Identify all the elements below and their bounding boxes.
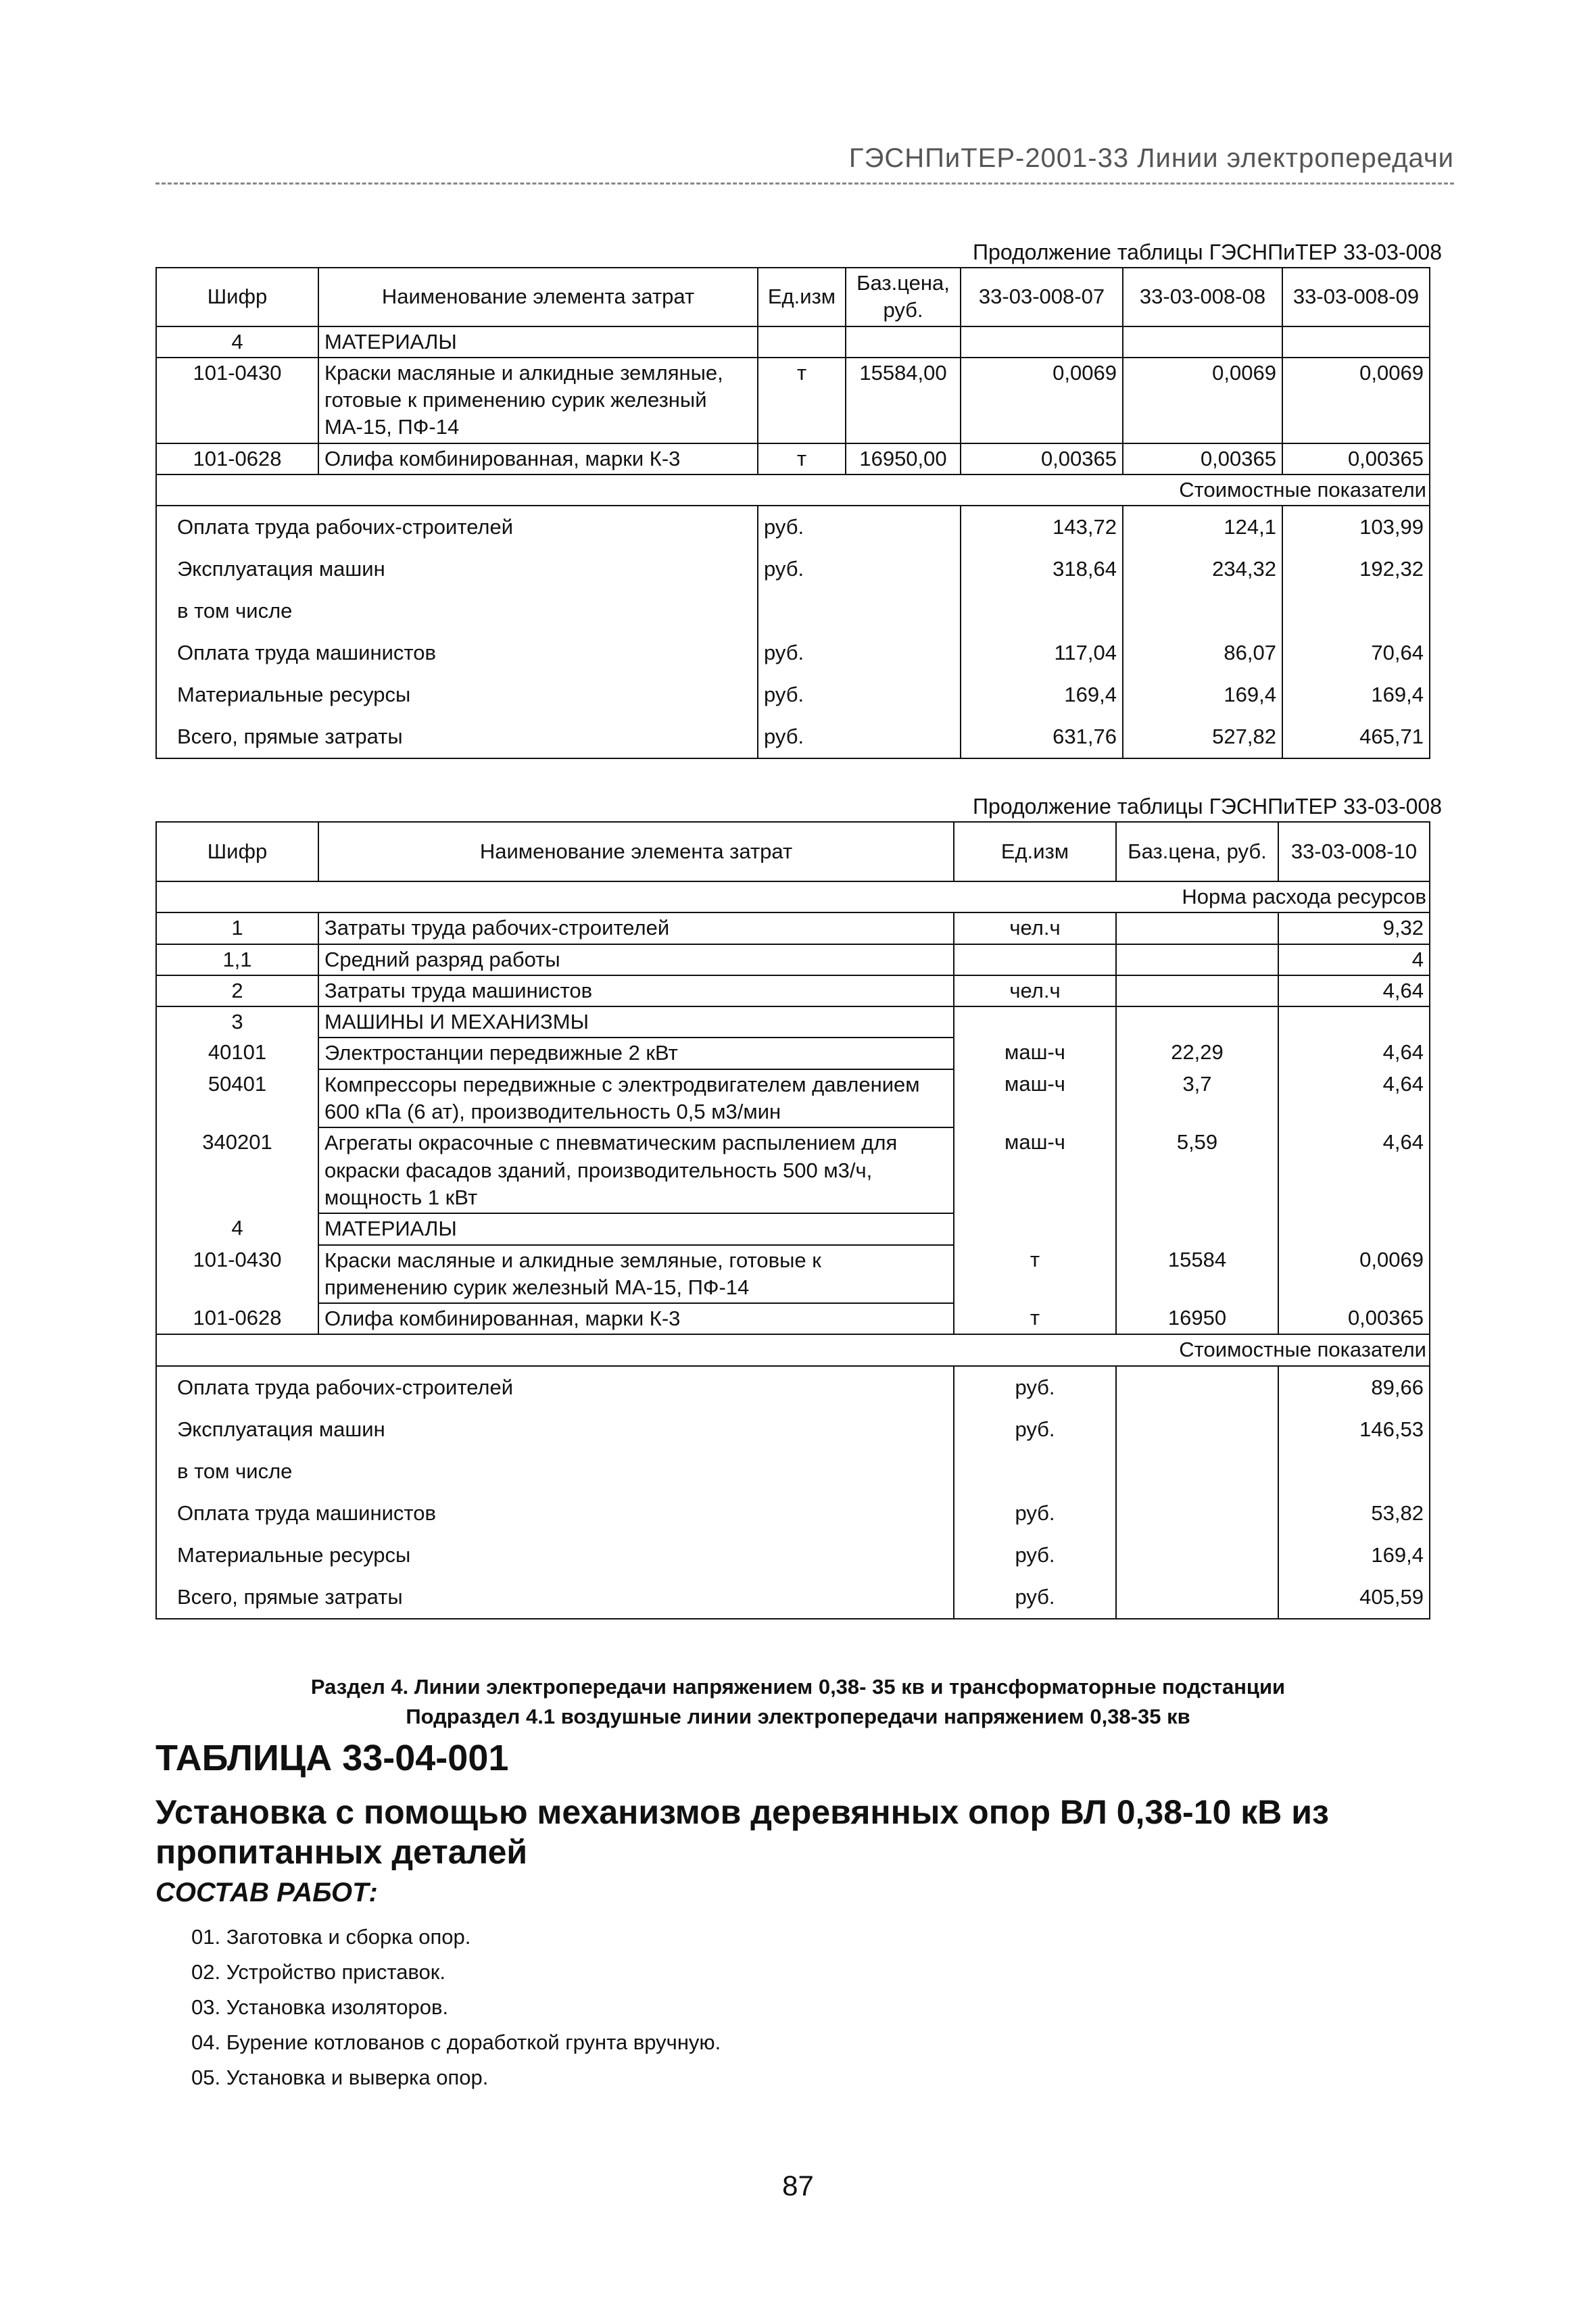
row-code: 40101 — [156, 1038, 318, 1069]
summary-row — [156, 1451, 1430, 1492]
row-value: 4 — [1278, 944, 1430, 975]
summary-unit: руб. — [954, 1576, 1116, 1619]
table1-group-row — [156, 474, 1430, 506]
norm-label: Норма расхода ресурсов — [156, 881, 1430, 912]
summary-row — [156, 506, 1430, 548]
table-row — [156, 358, 1430, 443]
row-value: 4,64 — [1278, 975, 1430, 1006]
empty-cell — [961, 326, 1123, 358]
row-name: Олифа комбинированная, марки К-3 — [318, 443, 758, 474]
row-name: Затраты труда машинистов — [318, 975, 954, 1006]
table-row — [156, 1245, 1430, 1304]
empty-cell — [1123, 326, 1282, 358]
row-price: 16950,00 — [846, 443, 961, 474]
table1-summary — [155, 505, 1430, 759]
composition-title: СОСТАВ РАБОТ: — [155, 1878, 378, 1907]
summary-label: Материальные ресурсы — [156, 1534, 954, 1576]
table2-norm-row — [156, 881, 1430, 912]
empty-cell — [758, 326, 846, 358]
summary-row — [156, 1492, 1430, 1534]
empty-cell — [846, 326, 961, 358]
row-name: Краски масляные и алкидные земляные, готовые к применению сурик железный МА-15, ПФ-14 — [318, 358, 758, 443]
summary-value: 169,4 — [1282, 674, 1430, 716]
row-value: 0,0069 — [1282, 358, 1430, 443]
summary-value: 192,32 — [1282, 548, 1430, 590]
row-code: 340201 — [156, 1127, 318, 1213]
summary-value: 124,1 — [1123, 506, 1282, 548]
row-unit — [954, 944, 1116, 975]
group-label: Стоимостные показатели — [156, 474, 1430, 506]
row-price — [1116, 912, 1278, 944]
summary-row — [156, 1534, 1430, 1576]
table-row — [156, 1213, 1430, 1244]
row-value — [1278, 1213, 1430, 1244]
row-value: 4,64 — [1278, 1069, 1430, 1128]
section-heading: Раздел 4. Линии электропередачи напряжением 0,38- 35 кв и трансформаторные подстанции — [310, 1675, 1286, 1699]
row-unit: маш-ч — [954, 1069, 1116, 1128]
row-value: 0,00365 — [961, 443, 1123, 474]
row-unit: маш-ч — [954, 1038, 1116, 1069]
row-code: 1 — [156, 912, 318, 944]
header-col-08: 33-03-008-08 — [1123, 268, 1282, 326]
summary-label: Оплата труда машинистов — [156, 1492, 954, 1534]
table-row — [156, 1069, 1430, 1128]
summary-value: 89,66 — [1278, 1366, 1430, 1409]
row-price: 16950 — [1116, 1303, 1278, 1334]
row-unit: т — [758, 443, 846, 474]
row-value — [1278, 1006, 1430, 1038]
header-rule — [155, 182, 1454, 185]
list-item: 05. Установка и выверка опор. — [191, 2066, 489, 2089]
row-name: Электростанции передвижные 2 кВт — [318, 1038, 954, 1069]
summary-value: 70,64 — [1282, 632, 1430, 674]
header-price: Баз.цена, руб. — [846, 268, 961, 326]
summary-value: 117,04 — [961, 632, 1123, 674]
summary-value: 146,53 — [1278, 1409, 1430, 1451]
summary-value: 318,64 — [961, 548, 1123, 590]
section-code: 4 — [156, 326, 318, 358]
row-unit: маш-ч — [954, 1127, 1116, 1213]
empty-cell — [1116, 1451, 1278, 1492]
summary-label: Оплата труда машинистов — [156, 632, 758, 674]
summary-value: 527,82 — [1123, 716, 1282, 758]
summary-label: в том числе — [156, 590, 758, 632]
summary-unit: руб. — [954, 1534, 1116, 1576]
summary-label: Эксплуатация машин — [156, 548, 758, 590]
row-name: Агрегаты окрасочные с пневматическим распылением для окраски фасадов зданий, производительность 500 м3/ч, мощность 1 кВт — [318, 1127, 954, 1213]
row-name: Компрессоры передвижные с электродвигателем давлением 600 кПа (6 ат), производительность 0,5 м3/мин — [318, 1069, 954, 1128]
row-price: 15584 — [1116, 1245, 1278, 1304]
summary-value: 631,76 — [961, 716, 1123, 758]
row-code: 1,1 — [156, 944, 318, 975]
row-unit: т — [954, 1303, 1116, 1334]
row-price — [1116, 975, 1278, 1006]
row-code: 101-0430 — [156, 1245, 318, 1304]
summary-unit — [758, 590, 961, 632]
summary-row — [156, 632, 1430, 674]
summary-unit: руб. — [758, 632, 961, 674]
header-code: Шифр — [156, 268, 318, 326]
summary-label: Оплата труда рабочих-строителей — [156, 506, 758, 548]
summary-row — [156, 1366, 1430, 1409]
row-name: Краски масляные и алкидные земляные, готовые к применению сурик железный МА-15, ПФ-14 — [318, 1245, 954, 1304]
summary-value — [961, 590, 1123, 632]
summary-row — [156, 1576, 1430, 1619]
list-item: 01. Заготовка и сборка опор. — [191, 1925, 471, 1949]
header-col-07: 33-03-008-07 — [961, 268, 1123, 326]
header-name: Наименование элемента затрат — [318, 268, 758, 326]
summary-unit: руб. — [758, 674, 961, 716]
row-value: 0,0069 — [961, 358, 1123, 443]
list-item: 03. Установка изоляторов. — [191, 1995, 449, 2019]
header-unit: Ед.изм — [954, 822, 1116, 881]
table2-group-row — [156, 1334, 1430, 1365]
table-row — [156, 443, 1430, 474]
row-code: 50401 — [156, 1069, 318, 1128]
row-price — [1116, 1213, 1278, 1244]
empty-cell — [1116, 1576, 1278, 1619]
summary-label: Всего, прямые затраты — [156, 716, 758, 758]
summary-value — [1282, 590, 1430, 632]
summary-value: 143,72 — [961, 506, 1123, 548]
table-row — [156, 1127, 1430, 1213]
summary-value: 465,71 — [1282, 716, 1430, 758]
summary-value: 234,32 — [1123, 548, 1282, 590]
summary-label: Всего, прямые затраты — [156, 1576, 954, 1619]
page-number: 87 — [782, 2170, 814, 2201]
row-price: 15584,00 — [846, 358, 961, 443]
table-row — [156, 912, 1430, 944]
running-header: ГЭСНПиТЕР-2001-33 Линии электропередачи — [848, 143, 1454, 173]
summary-unit: руб. — [954, 1366, 1116, 1409]
table1-header-row — [156, 268, 1430, 326]
summary-value: 169,4 — [1278, 1534, 1430, 1576]
row-value: 0,00365 — [1282, 443, 1430, 474]
row-value: 0,00365 — [1123, 443, 1282, 474]
row-unit: чел.ч — [954, 975, 1116, 1006]
summary-label: в том числе — [156, 1451, 954, 1492]
summary-unit: руб. — [758, 548, 961, 590]
table-row — [156, 944, 1430, 975]
row-unit — [954, 1213, 1116, 1244]
subsection-heading: Подраздел 4.1 воздушные линии электропередачи напряжением 0,38-35 кв — [406, 1705, 1190, 1728]
summary-value — [1278, 1451, 1430, 1492]
list-item: 02. Устройство приставок. — [191, 1960, 445, 1984]
summary-row — [156, 716, 1430, 758]
table2 — [155, 821, 1430, 1619]
summary-value: 86,07 — [1123, 632, 1282, 674]
empty-cell — [1116, 1366, 1278, 1409]
summary-unit: руб. — [758, 506, 961, 548]
row-code: 101-0628 — [156, 1303, 318, 1334]
header-name: Наименование элемента затрат — [318, 822, 954, 881]
row-name: Олифа комбинированная, марки К-3 — [318, 1303, 954, 1334]
row-code: 101-0628 — [156, 443, 318, 474]
row-price — [1116, 944, 1278, 975]
summary-value: 169,4 — [1123, 674, 1282, 716]
summary-row — [156, 548, 1430, 590]
summary-label: Материальные ресурсы — [156, 674, 758, 716]
summary-unit — [954, 1451, 1116, 1492]
empty-cell — [1116, 1409, 1278, 1451]
summary-value — [1123, 590, 1282, 632]
row-unit: чел.ч — [954, 912, 1116, 944]
row-name: МАТЕРИАЛЫ — [318, 1213, 954, 1244]
summary-value: 405,59 — [1278, 1576, 1430, 1619]
row-value: 9,32 — [1278, 912, 1430, 944]
table1-caption: Продолжение таблицы ГЭСНПиТЕР 33-03-008 — [973, 240, 1442, 264]
list-item: 04. Бурение котлованов с доработкой грунта вручную. — [191, 2030, 721, 2054]
summary-row — [156, 1409, 1430, 1451]
empty-cell — [1282, 326, 1430, 358]
summary-value: 53,82 — [1278, 1492, 1430, 1534]
summary-unit: руб. — [954, 1409, 1116, 1451]
table-row — [156, 1038, 1430, 1069]
table2-caption: Продолжение таблицы ГЭСНПиТЕР 33-03-008 — [973, 794, 1442, 819]
row-code: 4 — [156, 1213, 318, 1244]
table-title: ТАБЛИЦА 33-04-001 — [155, 1738, 509, 1778]
empty-cell — [1116, 1492, 1278, 1534]
row-value: 4,64 — [1278, 1038, 1430, 1069]
header-col-10: 33-03-008-10 — [1278, 822, 1430, 881]
summary-label: Оплата труда рабочих-строителей — [156, 1366, 954, 1409]
table-row — [156, 1006, 1430, 1038]
summary-unit: руб. — [758, 716, 961, 758]
row-price: 5,59 — [1116, 1127, 1278, 1213]
header-unit: Ед.изм — [758, 268, 846, 326]
header-price: Баз.цена, руб. — [1116, 822, 1278, 881]
row-value: 0,0069 — [1123, 358, 1282, 443]
work-list — [191, 1920, 721, 2095]
summary-unit: руб. — [954, 1492, 1116, 1534]
section-name: МАТЕРИАЛЫ — [318, 326, 758, 358]
row-price: 3,7 — [1116, 1069, 1278, 1128]
work-title: Установка с помощью механизмов деревянных опор ВЛ 0,38-10 кВ из пропитанных деталей — [155, 1793, 1329, 1871]
table-row — [156, 1303, 1430, 1334]
summary-value: 169,4 — [961, 674, 1123, 716]
group-label: Стоимостные показатели — [156, 1334, 1430, 1365]
row-value: 0,0069 — [1278, 1245, 1430, 1304]
row-value: 4,64 — [1278, 1127, 1430, 1213]
row-name: МАШИНЫ И МЕХАНИЗМЫ — [318, 1006, 954, 1038]
table1 — [155, 267, 1430, 506]
row-unit: т — [758, 358, 846, 443]
summary-label: Эксплуатация машин — [156, 1409, 954, 1451]
row-unit — [954, 1006, 1116, 1038]
row-value: 0,00365 — [1278, 1303, 1430, 1334]
row-code: 3 — [156, 1006, 318, 1038]
row-price: 22,29 — [1116, 1038, 1278, 1069]
row-code: 2 — [156, 975, 318, 1006]
table-row — [156, 975, 1430, 1006]
row-unit: т — [954, 1245, 1116, 1304]
empty-cell — [1116, 1534, 1278, 1576]
row-price — [1116, 1006, 1278, 1038]
table-row — [156, 326, 1430, 358]
header-col-09: 33-03-008-09 — [1282, 268, 1430, 326]
row-name: Затраты труда рабочих-строителей — [318, 912, 954, 944]
row-name: Средний разряд работы — [318, 944, 954, 975]
header-code: Шифр — [156, 822, 318, 881]
summary-value: 103,99 — [1282, 506, 1430, 548]
summary-row — [156, 590, 1430, 632]
table2-header-row — [156, 822, 1430, 881]
row-code: 101-0430 — [156, 358, 318, 443]
summary-row — [156, 674, 1430, 716]
